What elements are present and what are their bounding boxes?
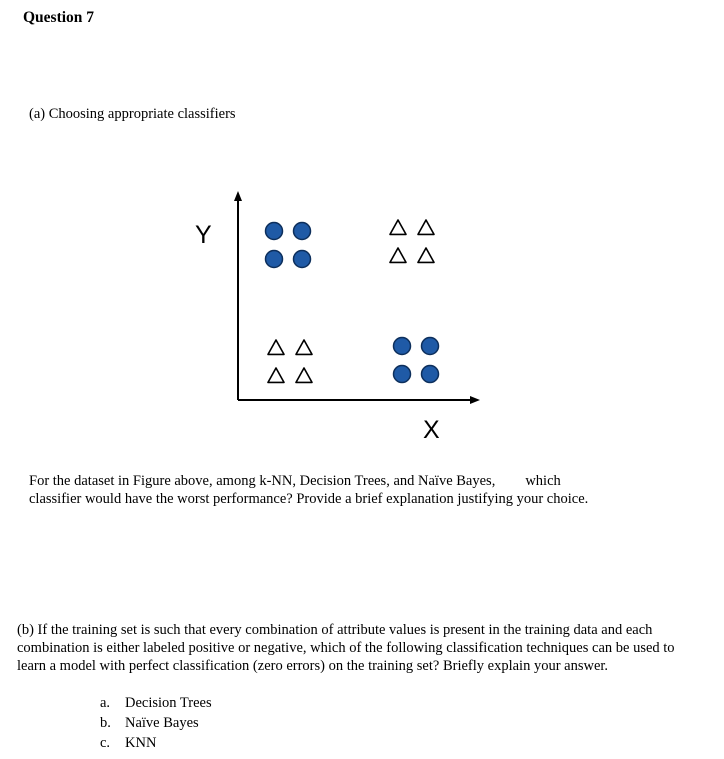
circle-marker <box>294 223 311 240</box>
cluster-bottom-left <box>268 340 312 382</box>
option-b-text: Naïve Bayes <box>125 715 199 731</box>
triangle-marker <box>390 248 406 262</box>
circle-marker <box>266 251 283 268</box>
triangle-marker <box>390 220 406 234</box>
triangle-marker <box>418 220 434 234</box>
part-b-question: (b) If the training set is such that every combination of attribute values is present in the training data and each combination is either labeled positive or negative, which of the following classification techniques can be used to learn a model with perfect classification (zero errors) on the training set? Briefly explain your answer. <box>17 622 675 674</box>
circle-marker <box>266 223 283 240</box>
triangle-marker <box>296 340 312 354</box>
x-axis-arrowhead <box>470 396 480 404</box>
option-b-letter: b. <box>100 715 111 731</box>
triangle-marker <box>296 368 312 382</box>
circle-marker <box>394 366 411 383</box>
part-a-question-line2: classifier would have the worst performance? Provide a brief explanation justifying your choice. <box>29 491 589 507</box>
triangle-marker <box>418 248 434 262</box>
option-c <box>100 733 212 753</box>
triangle-marker <box>268 368 284 382</box>
scatter-figure <box>180 185 500 445</box>
triangle-marker <box>268 340 284 354</box>
cluster-top-left <box>266 223 311 268</box>
cluster-top-right <box>390 220 434 262</box>
option-c-letter: c. <box>100 735 111 751</box>
part-a-heading: (a) Choosing appropriate classifiers <box>29 106 236 122</box>
circle-marker <box>294 251 311 268</box>
option-a-letter: a. <box>100 695 111 711</box>
circle-marker <box>394 338 411 355</box>
x-axis-label: X <box>423 416 440 444</box>
answer-options <box>100 693 212 753</box>
circle-marker <box>422 366 439 383</box>
part-a-question-line1: For the dataset in Figure above, among k-NN, Decision Trees, and Naïve Bayes, <box>29 473 496 489</box>
part-a-question-line1-end: which <box>525 473 561 489</box>
circle-marker <box>422 338 439 355</box>
option-a <box>100 693 212 713</box>
y-axis-arrowhead <box>234 191 242 201</box>
option-b <box>100 713 212 733</box>
option-a-text: Decision Trees <box>125 695 212 711</box>
y-axis-label: Y <box>195 221 212 249</box>
option-c-text: KNN <box>125 735 157 751</box>
question-title: Question 7 <box>23 9 95 26</box>
cluster-bottom-right <box>394 338 439 383</box>
part-a-question <box>29 472 669 508</box>
